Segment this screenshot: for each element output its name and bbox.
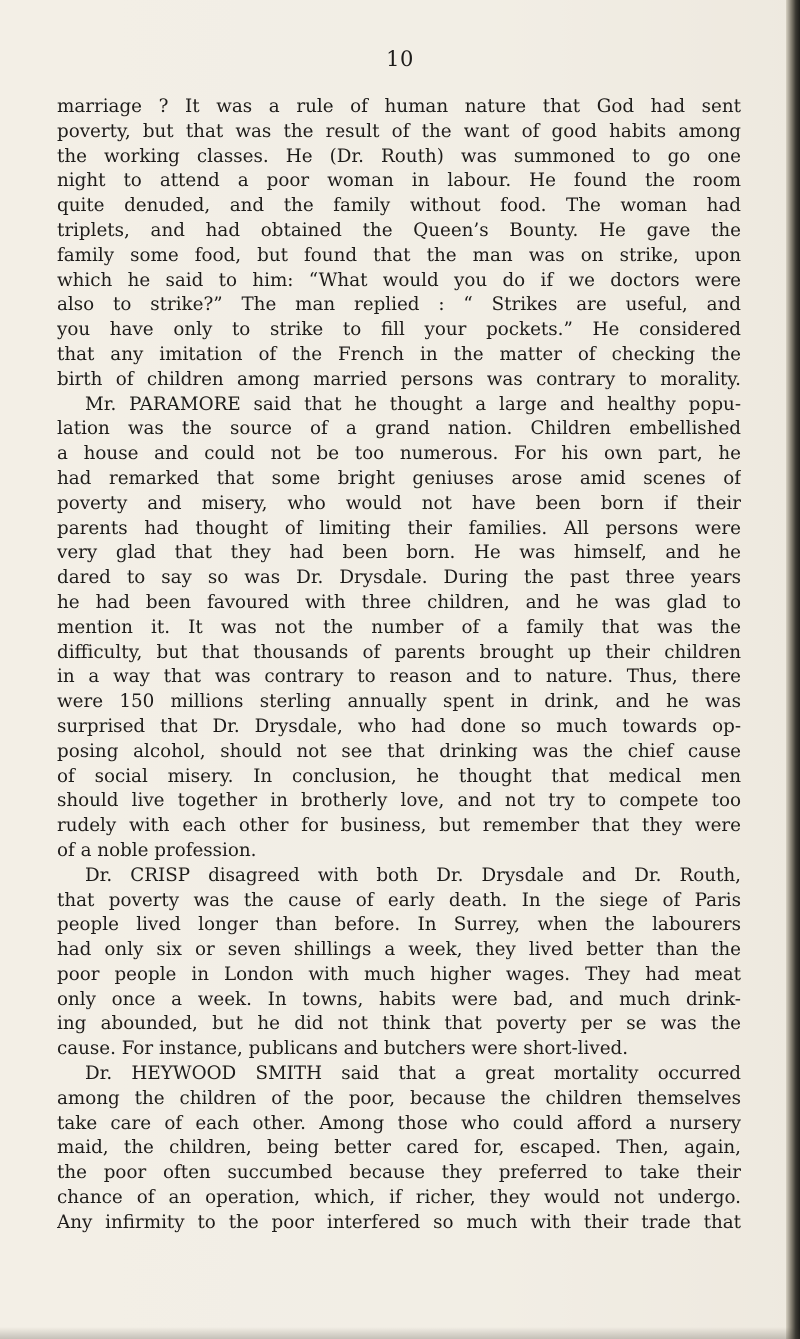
text-line: a house and could not be too numerous. For his own part, he [57,443,741,465]
text-line: cause. For instance, publicans and butchers were short-lived. [57,1038,629,1060]
text-line: of a noble profession. [57,839,257,861]
text-line: marriage ? It was a rule of human nature that God had sent [57,96,741,117]
text-line: Mr. PARAMORE said that he thought a large and healthy popu- [85,393,741,415]
text-line: posing alcohol, should not see that drinking was the chief cause [57,740,741,762]
text-line: rudely with each other for business, but remember that they were [57,815,741,837]
text-line: chance of an operation, which, if richer, they would not undergo. [57,1187,741,1209]
text-line: only once a week. In towns, habits were bad, and much drink- [57,988,741,1010]
text-line: triplets, and had obtained the Queen’s Bounty. He gave the [57,219,741,241]
text-line: surprised that Dr. Drysdale, who had done so much towards op- [57,715,741,737]
body-text [57,95,741,1236]
text-line: the poor often succumbed because they preferred to take their [57,1162,741,1184]
page-edge-shadow [786,0,800,1339]
text-line: had remarked that some bright geniuses arose amid scenes of [57,467,741,489]
text-line: that poverty was the cause of early death. In the siege of Paris [57,889,741,911]
text-line: night to attend a poor woman in labour. He found the room [57,170,741,192]
text-line: in a way that was contrary to reason and to nature. Thus, there [57,666,741,688]
text-line: should live together in brotherly love, and not try to compete too [57,790,741,812]
text-line: the working classes. He (Dr. Routh) was summoned to go one [57,145,741,167]
text-line: people lived longer than before. In Surrey, when the labourers [57,914,741,936]
text-line: difficulty, but that thousands of parents brought up their children [57,641,741,663]
text-line: lation was the source of a grand nation. Children embellished [57,418,741,440]
text-line: parents had thought of limiting their families. All persons were [57,517,741,539]
text-line: he had been favoured with three children, and he was glad to [57,591,741,613]
text-line: birth of children among married persons was contrary to morality. [57,368,741,390]
text-line: were 150 millions sterling annually spent in drink, and he was [57,691,741,713]
page-number: 10 [386,47,414,71]
text-line: poor people in London with much higher wages. They had meat [57,963,741,985]
page-bottom-shadow [0,1327,800,1339]
text-line: quite denuded, and the family without food. The woman had [57,195,741,217]
text-line: family some food, but found that the man was on strike, upon [57,244,741,266]
text-line: take care of each other. Among those who could afford a nursery [57,1112,741,1134]
text-line: Dr. CRISP disagreed with both Dr. Drysdale and Dr. Routh, [85,864,741,886]
text-line: ing abounded, but he did not think that poverty per se was the [57,1013,741,1035]
text-line: had only six or seven shillings a week, they lived better than the [57,939,741,961]
text-line: also to strike?” The man replied : “ Strikes are useful, and [57,294,741,316]
text-line: of social misery. In conclusion, he thought that medical men [57,765,741,787]
text-line: maid, the children, being better cared for, escaped. Then, again, [57,1137,741,1159]
text-line: among the children of the poor, because the children themselves [57,1087,741,1109]
text-line: Any infirmity to the poor interfered so much with their trade that [57,1211,741,1233]
text-line: Dr. HEYWOOD SMITH said that a great mortality occurred [85,1063,741,1085]
text-line: mention it. It was not the number of a family that was the [57,616,741,638]
text-line: poverty and misery, who would not have been born if their [57,492,741,514]
text-line: very glad that they had been born. He was himself, and he [57,542,741,564]
text-line: poverty, but that was the result of the want of good habits among [57,120,741,142]
text-line: which he said to him: “What would you do if we doctors were [57,269,741,291]
text-line: that any imitation of the French in the matter of checking the [57,343,741,365]
text-line: you have only to strike to fill your pockets.” He considered [57,319,741,341]
text-line: dared to say so was Dr. Drysdale. During the past three years [57,567,741,589]
